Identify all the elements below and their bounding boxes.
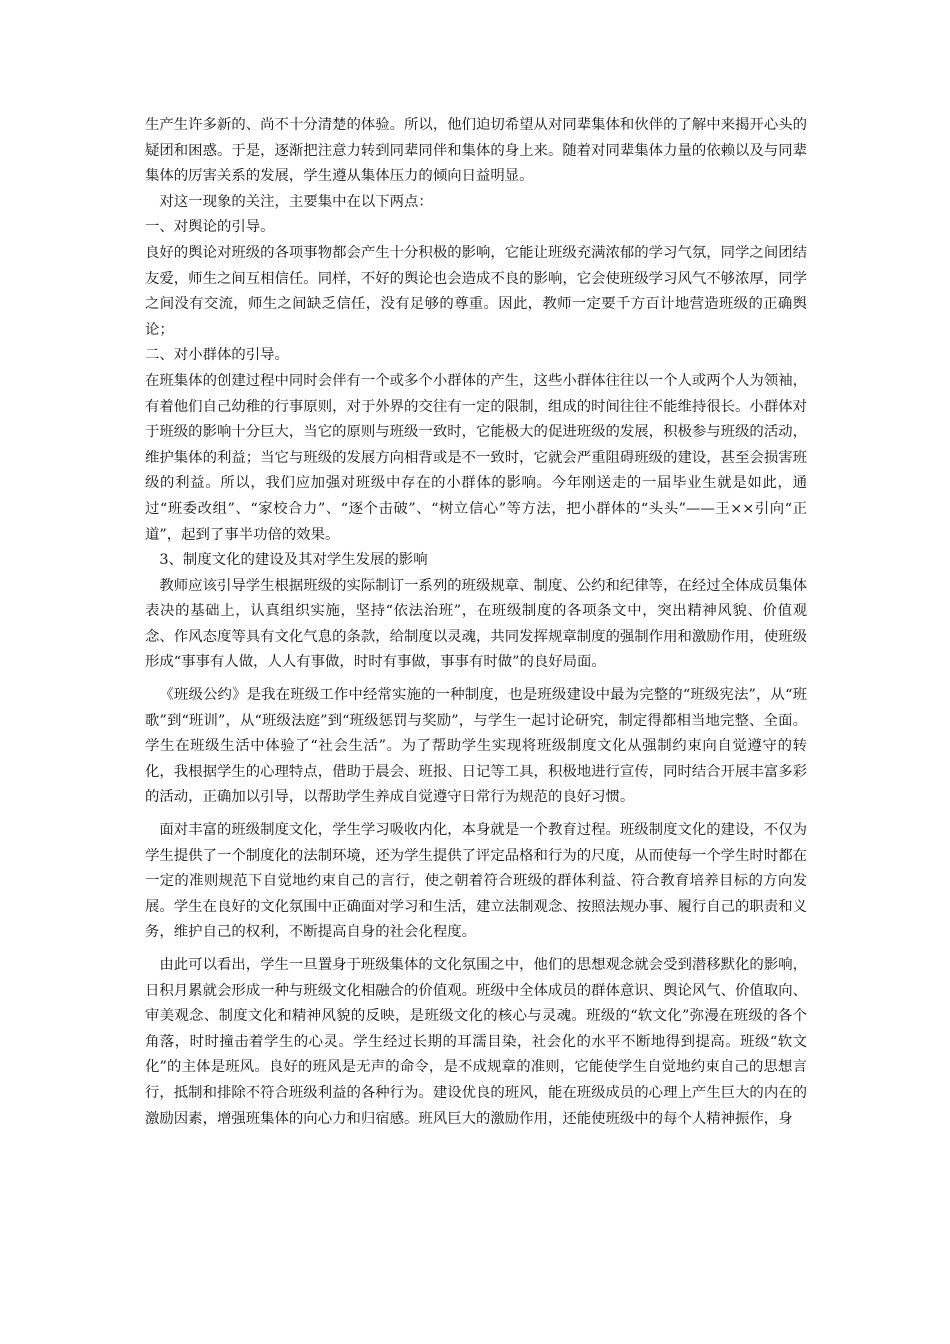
heading-public-opinion: 一、对舆论的引导。 xyxy=(145,219,275,236)
heading-system-culture: 3、制度文化的建设及其对学生发展的影响 xyxy=(159,552,428,569)
paragraph-small-groups: 在班集体的创建过程中同时会伴有一个或多个小群体的产生，这些小群体往往以一个人或两个人为领袖，有着他们自己幼稚的行事原则，对于外界的交往有一定的限制，组成的时间往往不能维持很长。小群体对于班级的影响十分巨大，当它的原则与班级一致时，它能极大的促进班级的发展，积极参与班级的活动，维护集体的利益；当它与班级的发展方向相背或是不一致时，它就会严重阻碍班级的建设，甚至会损害班级的利益。所以，我们应加强对班级中存在的小群体的影响。今年刚送走的一届毕业生就是如此，通过“班委改组”、“家校合力”、“逐个击破”、“树立信心”等方法，把小群体的“头头”——王××引向“正道”，起到了事半功倍的效果。 xyxy=(145,372,807,543)
paragraph-focus-intro: 对这一现象的关注，主要集中在以下两点： xyxy=(159,193,433,210)
paragraph-education-process: 面对丰富的班级制度文化，学生学习吸收内化，本身就是一个教育过程。班级制度文化的建设，不仅为学生提供了一个制度化的法制环境，还为学生提供了评定品格和行为的尺度，从而使每一个学生时时都在一定的准则规范下自觉地约束自己的言行，使之朝着符合班级的群体利益、符合教育培养目标的方向发展。学生在良好的文化氛围中正确面对学习和生活，建立法制观念、按照法规办事、履行自己的职责和义务，维护自己的权利，不断提高自身的社会化程度。 xyxy=(145,822,807,941)
paragraph-system-culture: 教师应该引导学生根据班级的实际制订一系列的班级规章、制度、公约和纪律等，在经过全体成员集体表决的基础上，认真组织实施，坚持“依法治班”，在班级制度的各项条文中，突出精神风貌、价值观念、作风态度等具有文化气息的条款，给制度以灵魂，共同发挥规章制度的强制作用和激励作用，使班级形成“事事有人做，人人有事做，时时有事做，事事有时做”的良好局面。 xyxy=(145,577,807,671)
paragraph-continuation: 生产生许多新的、尚不十分清楚的体验。所以，他们迫切希望从对同辈集体和伙伴的了解中来揭开心头的疑团和困惑。于是，逐渐把注意力转到同辈同伴和集体的身上来。随着对同辈集体力量的依赖以及与同辈集体的厉害关系的发展，学生遵从集体压力的倾向日益明显。 xyxy=(145,117,807,185)
heading-small-groups: 二、对小群体的引导。 xyxy=(145,347,289,364)
paragraph-class-convention: 《班级公约》是我在班级工作中经常实施的一种制度，也是班级建设中最为完整的“班级宪法”，从“班歌”到“班训”，从“班级法庭”到“班级惩罚与奖励”，与学生一起讨论研究，制定得都相当地完整、全面。学生在班级生活中体验了“社会生活”。为了帮助学生实现将班级制度文化从强制约束向自觉遵守的转化，我根据学生的心理特点，借助于晨会、班报、日记等工具，积极地进行宣传，同时结合开展丰富多彩的活动，正确加以引导，以帮助学生养成自觉遵守日常行为规范的良好习惯。 xyxy=(145,687,807,806)
document-page xyxy=(145,113,807,1132)
paragraph-public-opinion: 良好的舆论对班级的各项事物都会产生十分积极的影响，它能让班级充满浓郁的学习气氛，同学之间团结友爱，师生之间互相信任。同样，不好的舆论也会造成不良的影响，它会使班级学习风气不够浓厚，同学之间没有交流，师生之间缺乏信任，没有足够的尊重。因此，教师一定要千方百计地营造班级的正确舆论； xyxy=(145,244,807,338)
paragraph-soft-culture: 由此可以看出，学生一旦置身于班级集体的文化氛围之中，他们的思想观念就会受到潜移默化的影响，日积月累就会形成一种与班级文化相融合的价值观。班级中全体成员的群体意识、舆论风气、价值取向、审美观念、制度文化和精神风貌的反映，是班级文化的核心与灵魂。班级的“软文化”弥漫在班级的各个角落，时时撞击着学生的心灵。学生经过长期的耳濡目染，社会化的水平不断地得到提高。班级“软文化”的主体是班风。良好的班风是无声的命令，是不成规章的准则，它能使学生自觉地约束自己的思想言行，抵制和排除不符合班级利益的各种行为。建设优良的班风，能在班级成员的心理上产生巨大的内在的激励因素，增强班集体的向心力和归宿感。班风巨大的激励作用，还能使班级中的每个人精神振作，身 xyxy=(145,957,807,1127)
